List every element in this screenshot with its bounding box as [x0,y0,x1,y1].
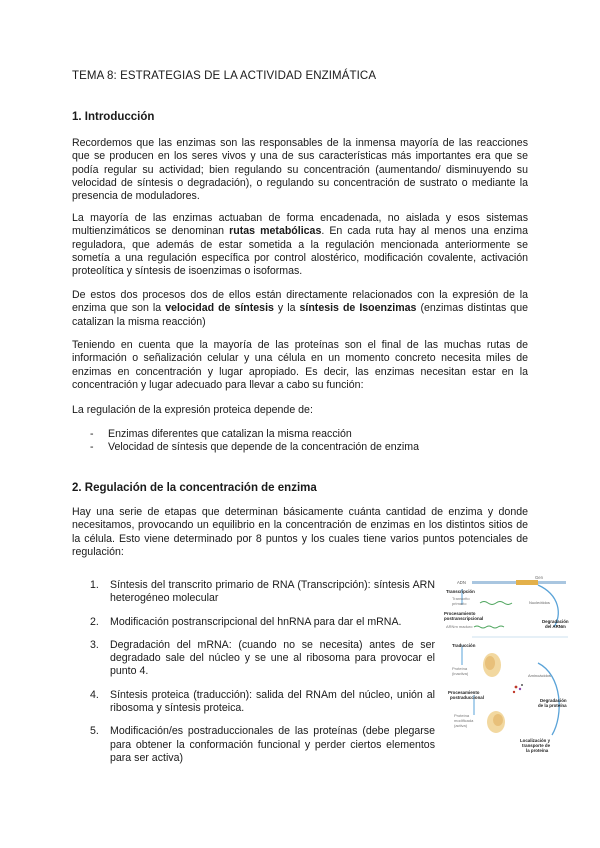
label-adn: ADN [457,580,466,585]
item-text: Degradación del mRNA: (cuando no se necesita) antes de ser degradado sale del núcleo y se une al ribosoma para provocar el punto 4. [110,638,435,678]
active-protein-icon [487,711,505,733]
text-run: y la [273,302,300,315]
section-2-paragraph: Hay una serie de etapas que determinan básicamente cuánta cantidad de enzima y donde necesitamos, provocando un equilibrio en la concentración de enzimas en los distintos sitios de la célula. Esto viene determinado por 8 puntos y los cuales tiene varios puntos potenciales de regulación: [72,506,528,558]
label-activa: (activa) [454,723,468,728]
text-run: De estos dos procesos dos de ellos están directamente relacionados con la expresión de la enzima que son la [72,289,528,315]
term-sintesis-isoenzimas: síntesis de Isoenzimas [299,302,417,315]
intro-paragraph-2 [72,212,528,278]
label-aminoacidos: Aminoácidos [528,673,551,678]
label-de-la-proteina: de la proteína [538,703,567,708]
item-text: Síntesis del transcrito primario de RNA (Transcripción): síntesis ARN heterogéneo molecular [110,579,435,605]
label-proteina: Proteína [452,666,468,671]
label-procesamiento-post: Procesamiento [448,690,480,695]
label-nucleotidos: Nucleótidos [529,600,550,605]
label-degradacion-proteina: Degradación [540,698,567,703]
label-degradacion-arnm: Degradación [542,619,569,624]
label-inactiva: (inactiva) [452,671,469,676]
label-procesamiento: Procesamiento [444,611,476,616]
label-proteina-modificada: Proteína [454,713,470,718]
label-localizacion: Localización y [520,738,551,743]
rna-transcript [480,602,512,605]
item-number: 3. [90,638,99,651]
label-transcripcion: Transcripción [446,589,475,594]
label-arnm-maduro: ARNm maduro [446,624,473,629]
item-number: 4. [90,688,99,701]
item-number: 1. [90,579,99,591]
section-1-heading: 1. Introducción [72,111,155,123]
item-text: Modificación/es postraduccionales de las proteínas (debe plegarse para obtener la conformación funcional y perder ciertos elementos para ser activa) [110,725,435,764]
intro-paragraph-5: La regulación de la expresión proteica depende de: [72,404,313,416]
text-run: La mayoría de las enzimas actuaban de forma encadenada, no aislada y esos sistemas multienzimáticos se denominan [72,212,528,238]
label-del-arnm: del ARNm [545,624,566,629]
label-modificada: modificada [454,718,474,723]
label-transcrito: Transcrito [452,596,470,601]
list-item: - Velocidad de síntesis que depende de la concentración de enzima [90,441,520,454]
section-2-heading: 2. Regulación de la concentración de enzima [72,482,317,494]
label-transporte: transporte de [522,743,551,748]
label-gen: Gen [535,575,543,580]
text-run: . En cada ruta hay al menos una enzima reguladora, que además de estar sometida a la regulación mencionada anteriormente se sometía a una regulación específica por control alostérico, modificación covalente, activación proteolítica y síntesis de isoenzimas o isoformas. [72,225,528,278]
label-primario: primario [452,601,467,606]
item-number: 2. [90,615,99,628]
dna-strand [472,580,566,585]
text-run: (enzimas distintas que catalizan la misma reacción) [72,302,528,328]
label-traduccion: Traducción [452,643,476,648]
item-text: Síntesis proteica (traducción): salida del RNAm del núcleo, unión al ribosoma y síntesis proteica. [110,688,435,715]
regulation-list [90,428,520,455]
list-item [90,725,435,765]
ribosome-protein-icon [483,653,501,677]
term-velocidad-sintesis: velocidad de síntesis [165,302,274,315]
list-item [90,639,435,679]
intro-paragraph-4: Teniendo en cuenta que la mayoría de las proteínas son el final de las muchas rutas de información o señalización celular y una célula en un momento concreto necesita miles de enzimas en concentración y lugar apropiado. Es decir, las enzimas necesitan estar en la concentración y lugar adecuado para llevar a cabo su función: [72,339,528,391]
item-number: 5. [90,725,99,738]
regulation-steps-list [90,579,435,765]
intro-paragraph-1: Recordemos que las enzimas son las responsables de la inmensa mayoría de las reacciones que se producen en los seres vivos y una de sus características más importantes era que se podía regular su actividad; bien regulando su concentración (aumentando/ disminuyendo su velocidad de síntesis o degradación), o regulando su concentración de sustrato o mediante la presencia de moduladores. [72,137,528,203]
list-item: - Enzimas diferentes que catalizan la misma reacción [90,428,520,441]
label-postraduccional: postraduccional [450,695,484,700]
list-item [90,616,435,629]
label-postranscripcional: postranscripcional [444,616,484,621]
gene-expression-diagram [442,575,570,765]
page-title: TEMA 8: ESTRATEGIAS DE LA ACTIVIDAD ENZIMÁTICA [72,70,377,82]
item-text: Modificación postranscripcional del hnRNA para dar el mRNA. [110,615,402,628]
list-item [90,689,435,716]
list-item [90,579,435,606]
term-rutas-metabolicas: rutas metabólicas [229,225,322,238]
label-la-proteina: la proteína [526,748,549,753]
amino-acids-icon [513,684,523,693]
mrna-strand [474,626,504,628]
intro-paragraph-3 [72,289,528,329]
